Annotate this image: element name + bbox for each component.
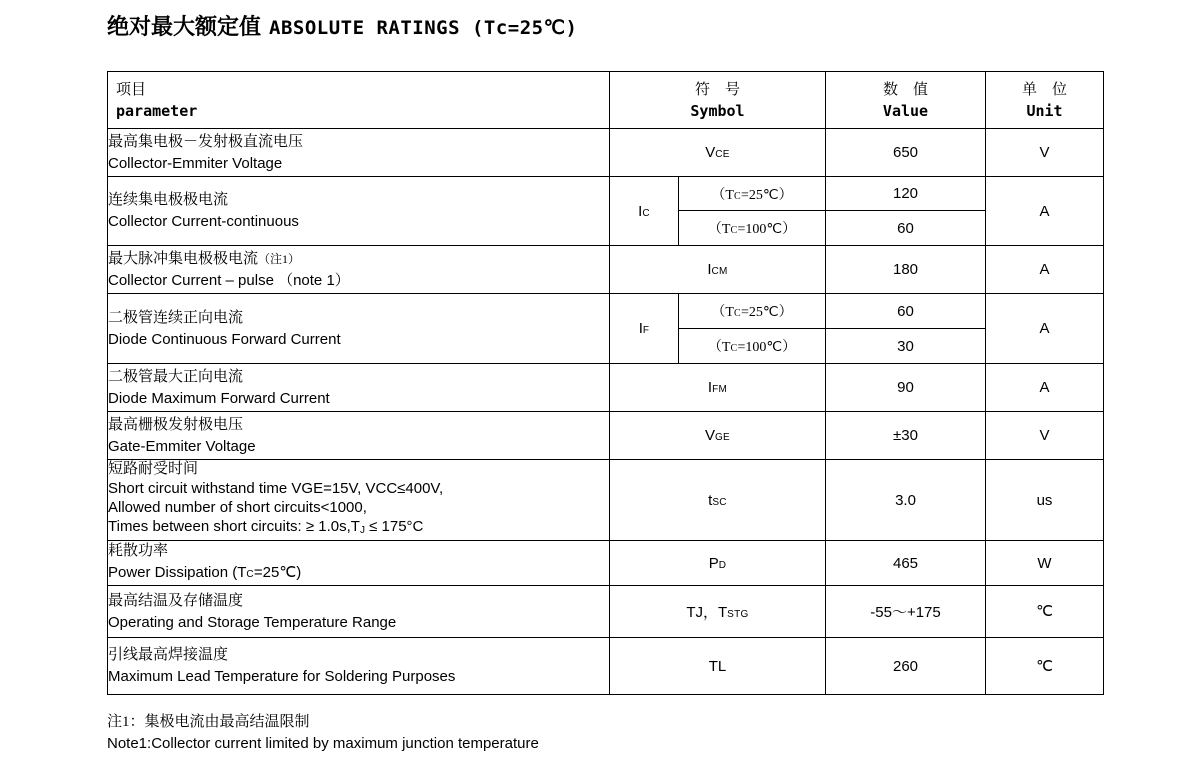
param-en: Operating and Storage Temperature Range [108, 613, 397, 631]
value-cell: ±30 [826, 412, 986, 460]
symbol-cell [610, 129, 826, 177]
unit-cell: A [986, 246, 1104, 294]
symbol-cell [610, 586, 826, 638]
symbol-cell [610, 460, 826, 541]
absolute-ratings-table [107, 71, 1104, 695]
param-en: Collector Current – pulse （note 1） [108, 271, 350, 289]
param-cn: 二极管最大正向电流 [108, 368, 244, 385]
param-cn [108, 249, 609, 270]
symbol-base: I [707, 261, 712, 278]
symbol-base: TJ，T [686, 604, 728, 621]
condition-pre: （T [711, 187, 734, 203]
unit-cell: A [986, 294, 1104, 364]
param-en: Collector Current-continuous [108, 213, 299, 230]
param-cell [108, 246, 610, 294]
param-cn-text: 最大脉冲集电极极电流 [108, 250, 259, 267]
value-cell: 120 [826, 177, 986, 211]
param-cn: 耗散功率 [108, 543, 169, 559]
param-cell [108, 638, 610, 695]
condition-subscript: C [733, 308, 741, 319]
symbol-subscript: FM [712, 384, 728, 395]
table-row-tsc [108, 460, 1104, 541]
param-cell [108, 541, 610, 586]
condition-cell [679, 211, 826, 246]
param-en-line3-post: ≤ 175°C [364, 518, 424, 535]
unit-cell: ℃ [986, 586, 1104, 638]
condition-cell [679, 177, 826, 211]
table-row-ic [108, 177, 1104, 211]
param-en: Maximum Lead Temperature for Soldering Purposes [108, 668, 456, 685]
param-cn: 短路耐受时间 [108, 461, 199, 477]
param-en [108, 562, 609, 585]
table-row-vce [108, 129, 1104, 177]
symbol-subscript: GE [714, 432, 731, 443]
param-en: Gate-Emmiter Voltage [108, 437, 256, 455]
table-row-tj-tstg [108, 586, 1104, 638]
param-cell [108, 294, 610, 364]
condition-pre: （T [711, 305, 734, 320]
symbol-cell [610, 412, 826, 460]
page-title-cn: 绝对最大额定值 [107, 15, 262, 40]
symbol-base: I [707, 379, 713, 396]
condition-cell [679, 294, 826, 329]
page-title-en: ABSOLUTE RATINGS (Tc=25℃) [269, 17, 578, 39]
symbol-base: V [705, 144, 716, 161]
condition-post: =25℃） [740, 305, 793, 320]
param-cn: 最高集电极－发射极直流电压 [108, 133, 304, 150]
symbol-subscript: CE [715, 149, 730, 160]
condition-cell [679, 329, 826, 364]
symbol-cell [610, 541, 826, 586]
footnote-cn: 注1：集极电流由最高结温限制 [107, 714, 310, 730]
header-unit-en: Unit [1026, 102, 1063, 120]
unit-cell: A [986, 177, 1104, 246]
header-parameter [108, 72, 610, 129]
table-row-tl [108, 638, 1104, 695]
value-cell: 60 [826, 211, 986, 246]
symbol-cell [610, 246, 826, 294]
value-cell: 180 [826, 246, 986, 294]
param-cell [108, 129, 610, 177]
unit-cell: W [986, 541, 1104, 586]
header-value [826, 72, 986, 129]
condition-post: =25℃） [740, 187, 793, 203]
condition-pre: （T [707, 222, 731, 237]
param-cn: 最高栅极发射极电压 [108, 416, 244, 433]
param-en-line1: Short circuit withstand time VGE=15V, VCC≤400V, [108, 480, 444, 497]
param-en: Diode Maximum Forward Current [108, 389, 330, 407]
unit-cell: us [986, 460, 1104, 541]
symbol-cell [610, 638, 826, 695]
param-cell [108, 460, 610, 541]
param-en: Collector-Emmiter Voltage [108, 154, 283, 172]
unit-cell: ℃ [986, 638, 1104, 695]
value-cell: 3.0 [826, 460, 986, 541]
param-cell [108, 364, 610, 412]
value-cell: 465 [826, 541, 986, 586]
param-en-subscript: C [246, 569, 254, 580]
value-cell: 650 [826, 129, 986, 177]
condition-subscript: C [733, 190, 741, 202]
value-cell: -55～+175 [826, 586, 986, 638]
symbol-base: I [638, 202, 643, 220]
header-symbol-en: Symbol [690, 102, 745, 120]
param-cell [108, 412, 610, 460]
condition-post: =100℃） [737, 222, 797, 237]
header-value-cn: 数 值 [882, 82, 928, 98]
param-en: Diode Continuous Forward Current [108, 330, 341, 348]
param-en-line3 [108, 517, 609, 540]
symbol-cell [610, 364, 826, 412]
param-cell [108, 177, 610, 246]
unit-cell: V [986, 129, 1104, 177]
param-cn: 引线最高焊接温度 [108, 647, 229, 663]
unit-cell: A [986, 364, 1104, 412]
header-unit [986, 72, 1104, 129]
symbol-cell [610, 177, 679, 246]
header-value-en: Value [882, 102, 929, 120]
footnote-en: Note1:Collector current limited by maximum junction temperature [107, 735, 539, 752]
header-parameter-en: parameter [116, 102, 198, 120]
symbol-subscript: SC [712, 496, 727, 508]
param-cn: 最高结温及存储温度 [108, 592, 244, 609]
page-title [107, 10, 577, 41]
table-row-vge [108, 412, 1104, 460]
header-unit-cn: 单 位 [1021, 82, 1067, 98]
symbol-cell [610, 294, 679, 364]
header-parameter-cn: 项目 [116, 82, 147, 98]
value-cell: 260 [826, 638, 986, 695]
table-row-ifm [108, 364, 1104, 412]
symbol-base: I [638, 320, 643, 337]
symbol-subscript: STG [727, 609, 749, 620]
value-cell: 30 [826, 329, 986, 364]
table-header-row [108, 72, 1104, 129]
symbol-subscript: D [718, 559, 727, 571]
symbol-base: P [708, 554, 719, 572]
table-row-if [108, 294, 1104, 329]
param-cn: 连续集电极极电流 [108, 192, 229, 208]
condition-subscript: C [730, 225, 738, 236]
table-row-pd [108, 541, 1104, 586]
value-cell: 60 [826, 294, 986, 329]
symbol-base: TL [708, 657, 727, 675]
param-cn-note: （注1） [258, 251, 301, 266]
unit-cell: V [986, 412, 1104, 460]
condition-pre: （T [707, 340, 731, 355]
symbol-subscript: F [642, 325, 650, 336]
param-en-pre: Power Dissipation (T [108, 564, 247, 581]
header-symbol-cn: 符 号 [694, 82, 740, 98]
symbol-base: t [708, 491, 713, 509]
symbol-base: V [704, 427, 715, 444]
param-en-post: =25℃) [253, 564, 302, 581]
header-symbol [610, 72, 826, 129]
param-en-line3-pre: Times between short circuits: ≥ 1.0s,T [108, 518, 360, 535]
param-cell [108, 586, 610, 638]
symbol-subscript: CM [711, 266, 728, 277]
symbol-subscript: C [642, 207, 650, 219]
param-cn: 二极管连续正向电流 [108, 309, 244, 326]
condition-post: =100℃） [737, 340, 797, 355]
param-en-line2: Allowed number of short circuits<1000, [108, 499, 367, 516]
table-row-icm [108, 246, 1104, 294]
footnote [107, 711, 539, 755]
value-cell: 90 [826, 364, 986, 412]
condition-subscript: C [730, 343, 738, 354]
param-en-line3-subscript: J [359, 525, 365, 536]
